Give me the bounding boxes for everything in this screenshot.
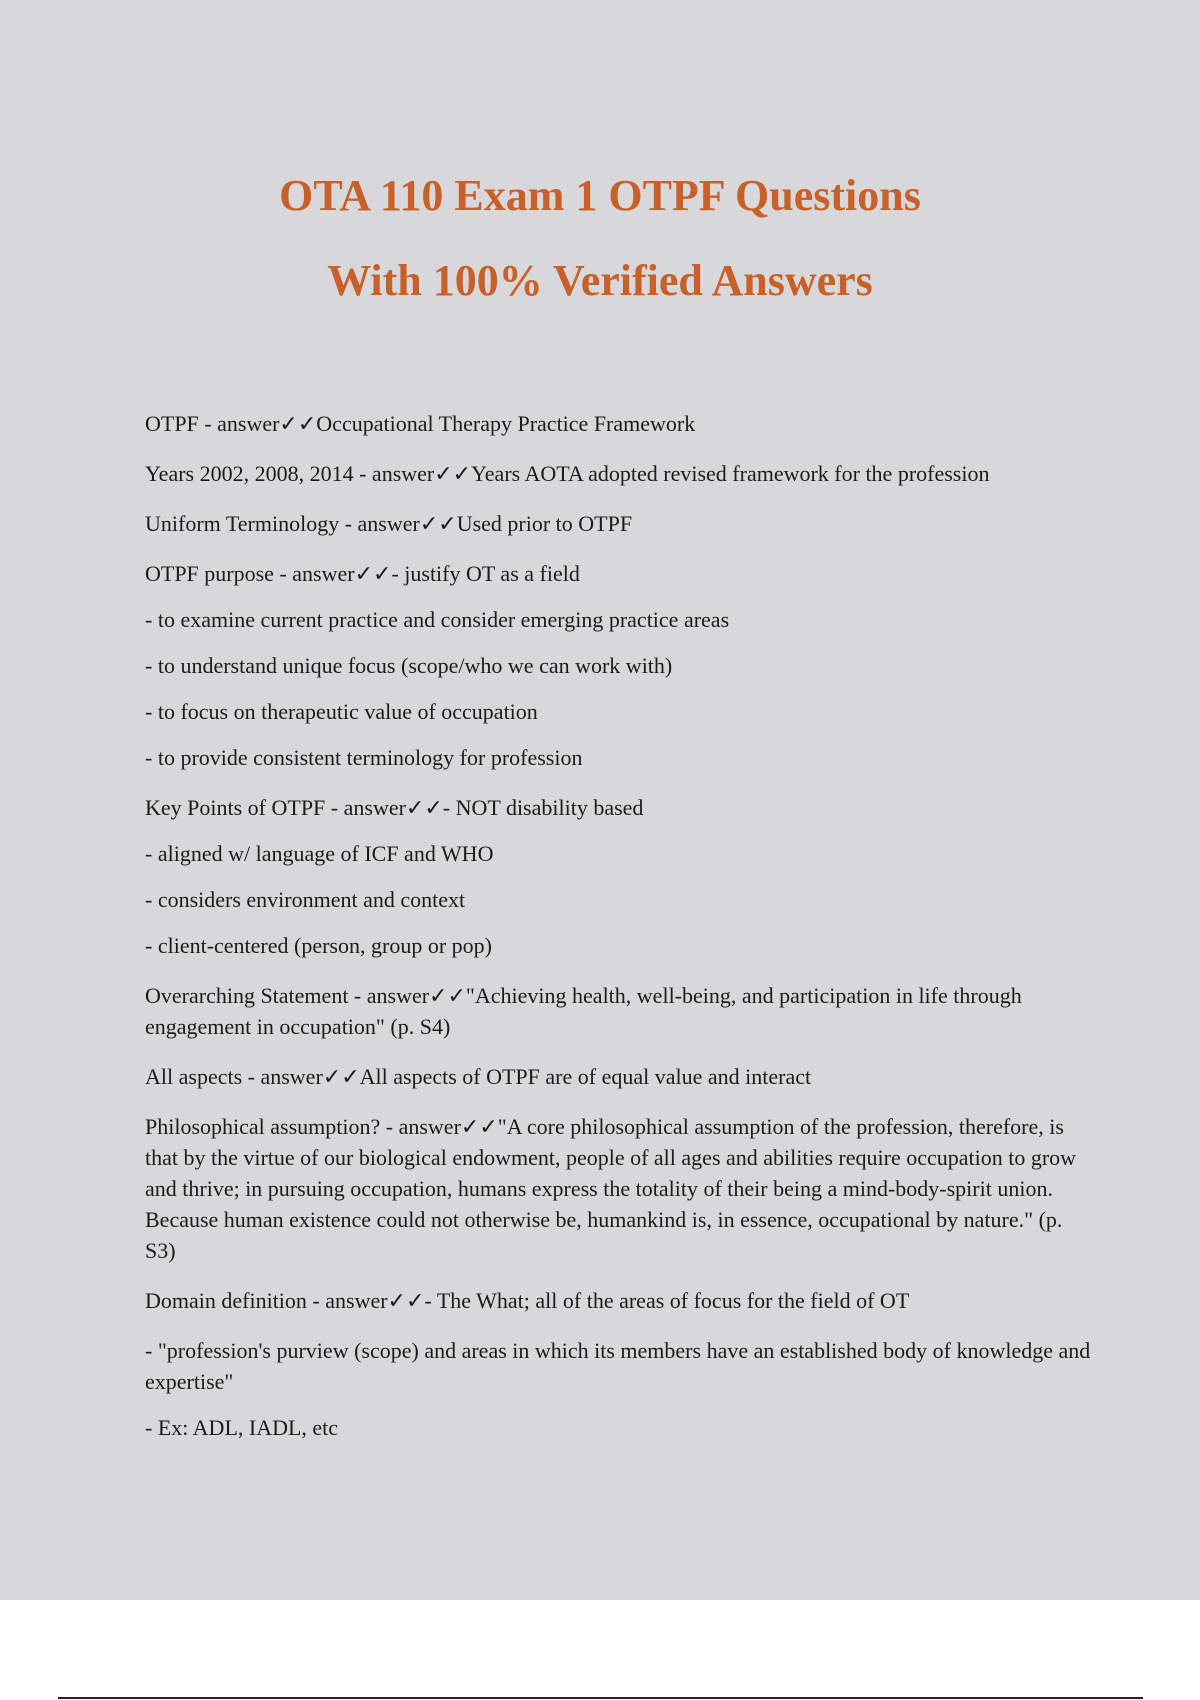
qa-all-aspects: All aspects - answer✓✓All aspects of OTPF are of equal value and interact (145, 1064, 812, 1089)
key-point-1: - aligned w/ language of ICF and WHO (145, 841, 494, 866)
purpose-item-3: - to focus on therapeutic value of occupation (145, 699, 538, 724)
qa-years: Years 2002, 2008, 2014 - answer✓✓Years AOTA adopted revised framework for the profession (145, 461, 990, 486)
purpose-item-1: - to examine current practice and consider emerging practice areas (145, 607, 730, 632)
qa-uniform-terminology: Uniform Terminology - answer✓✓Used prior to OTPF (145, 511, 633, 536)
document-title-line-2: With 100% Verified Answers (327, 256, 873, 305)
qa-key-points: Key Points of OTPF - answer✓✓- NOT disability based (145, 795, 644, 820)
document-body (145, 408, 1095, 1462)
qa-domain-definition: Domain definition - answer✓✓- The What; all of the areas of focus for the field of OT (145, 1288, 910, 1313)
qa-overarching-statement: Overarching Statement - answer✓✓"Achieving health, well-being, and participation in life through engagement in occupation" (p. S4) (145, 983, 1022, 1039)
key-point-2: - considers environment and context (145, 887, 466, 912)
purpose-item-2: - to understand unique focus (scope/who we can work with) (145, 653, 673, 678)
key-point-3: - client-centered (person, group or pop) (145, 933, 492, 958)
domain-item-1: - "profession's purview (scope) and areas in which its members have an established body of knowledge and expertise" (145, 1338, 1091, 1394)
qa-otpf-purpose: OTPF purpose - answer✓✓- justify OT as a field (145, 561, 580, 586)
domain-item-2: - Ex: ADL, IADL, etc (145, 1415, 339, 1440)
footer-divider (58, 1697, 1143, 1699)
qa-otpf: OTPF - answer✓✓Occupational Therapy Practice Framework (145, 411, 696, 436)
document-title-line-1: OTA 110 Exam 1 OTPF Questions (279, 171, 921, 220)
qa-philosophical-assumption: Philosophical assumption? - answer✓✓"A core philosophical assumption of the profession, therefore, is that by the virtue of our biological endowment, people of all ages and abilities require occupation to grow and thrive; in pursuing occupation, humans express the totality of their being a mind-body-spirit union. Because human existence could not otherwise be, humankind is, in essence, occupational by nature." (p. S3) (145, 1114, 1077, 1263)
purpose-item-4: - to provide consistent terminology for profession (145, 745, 583, 770)
